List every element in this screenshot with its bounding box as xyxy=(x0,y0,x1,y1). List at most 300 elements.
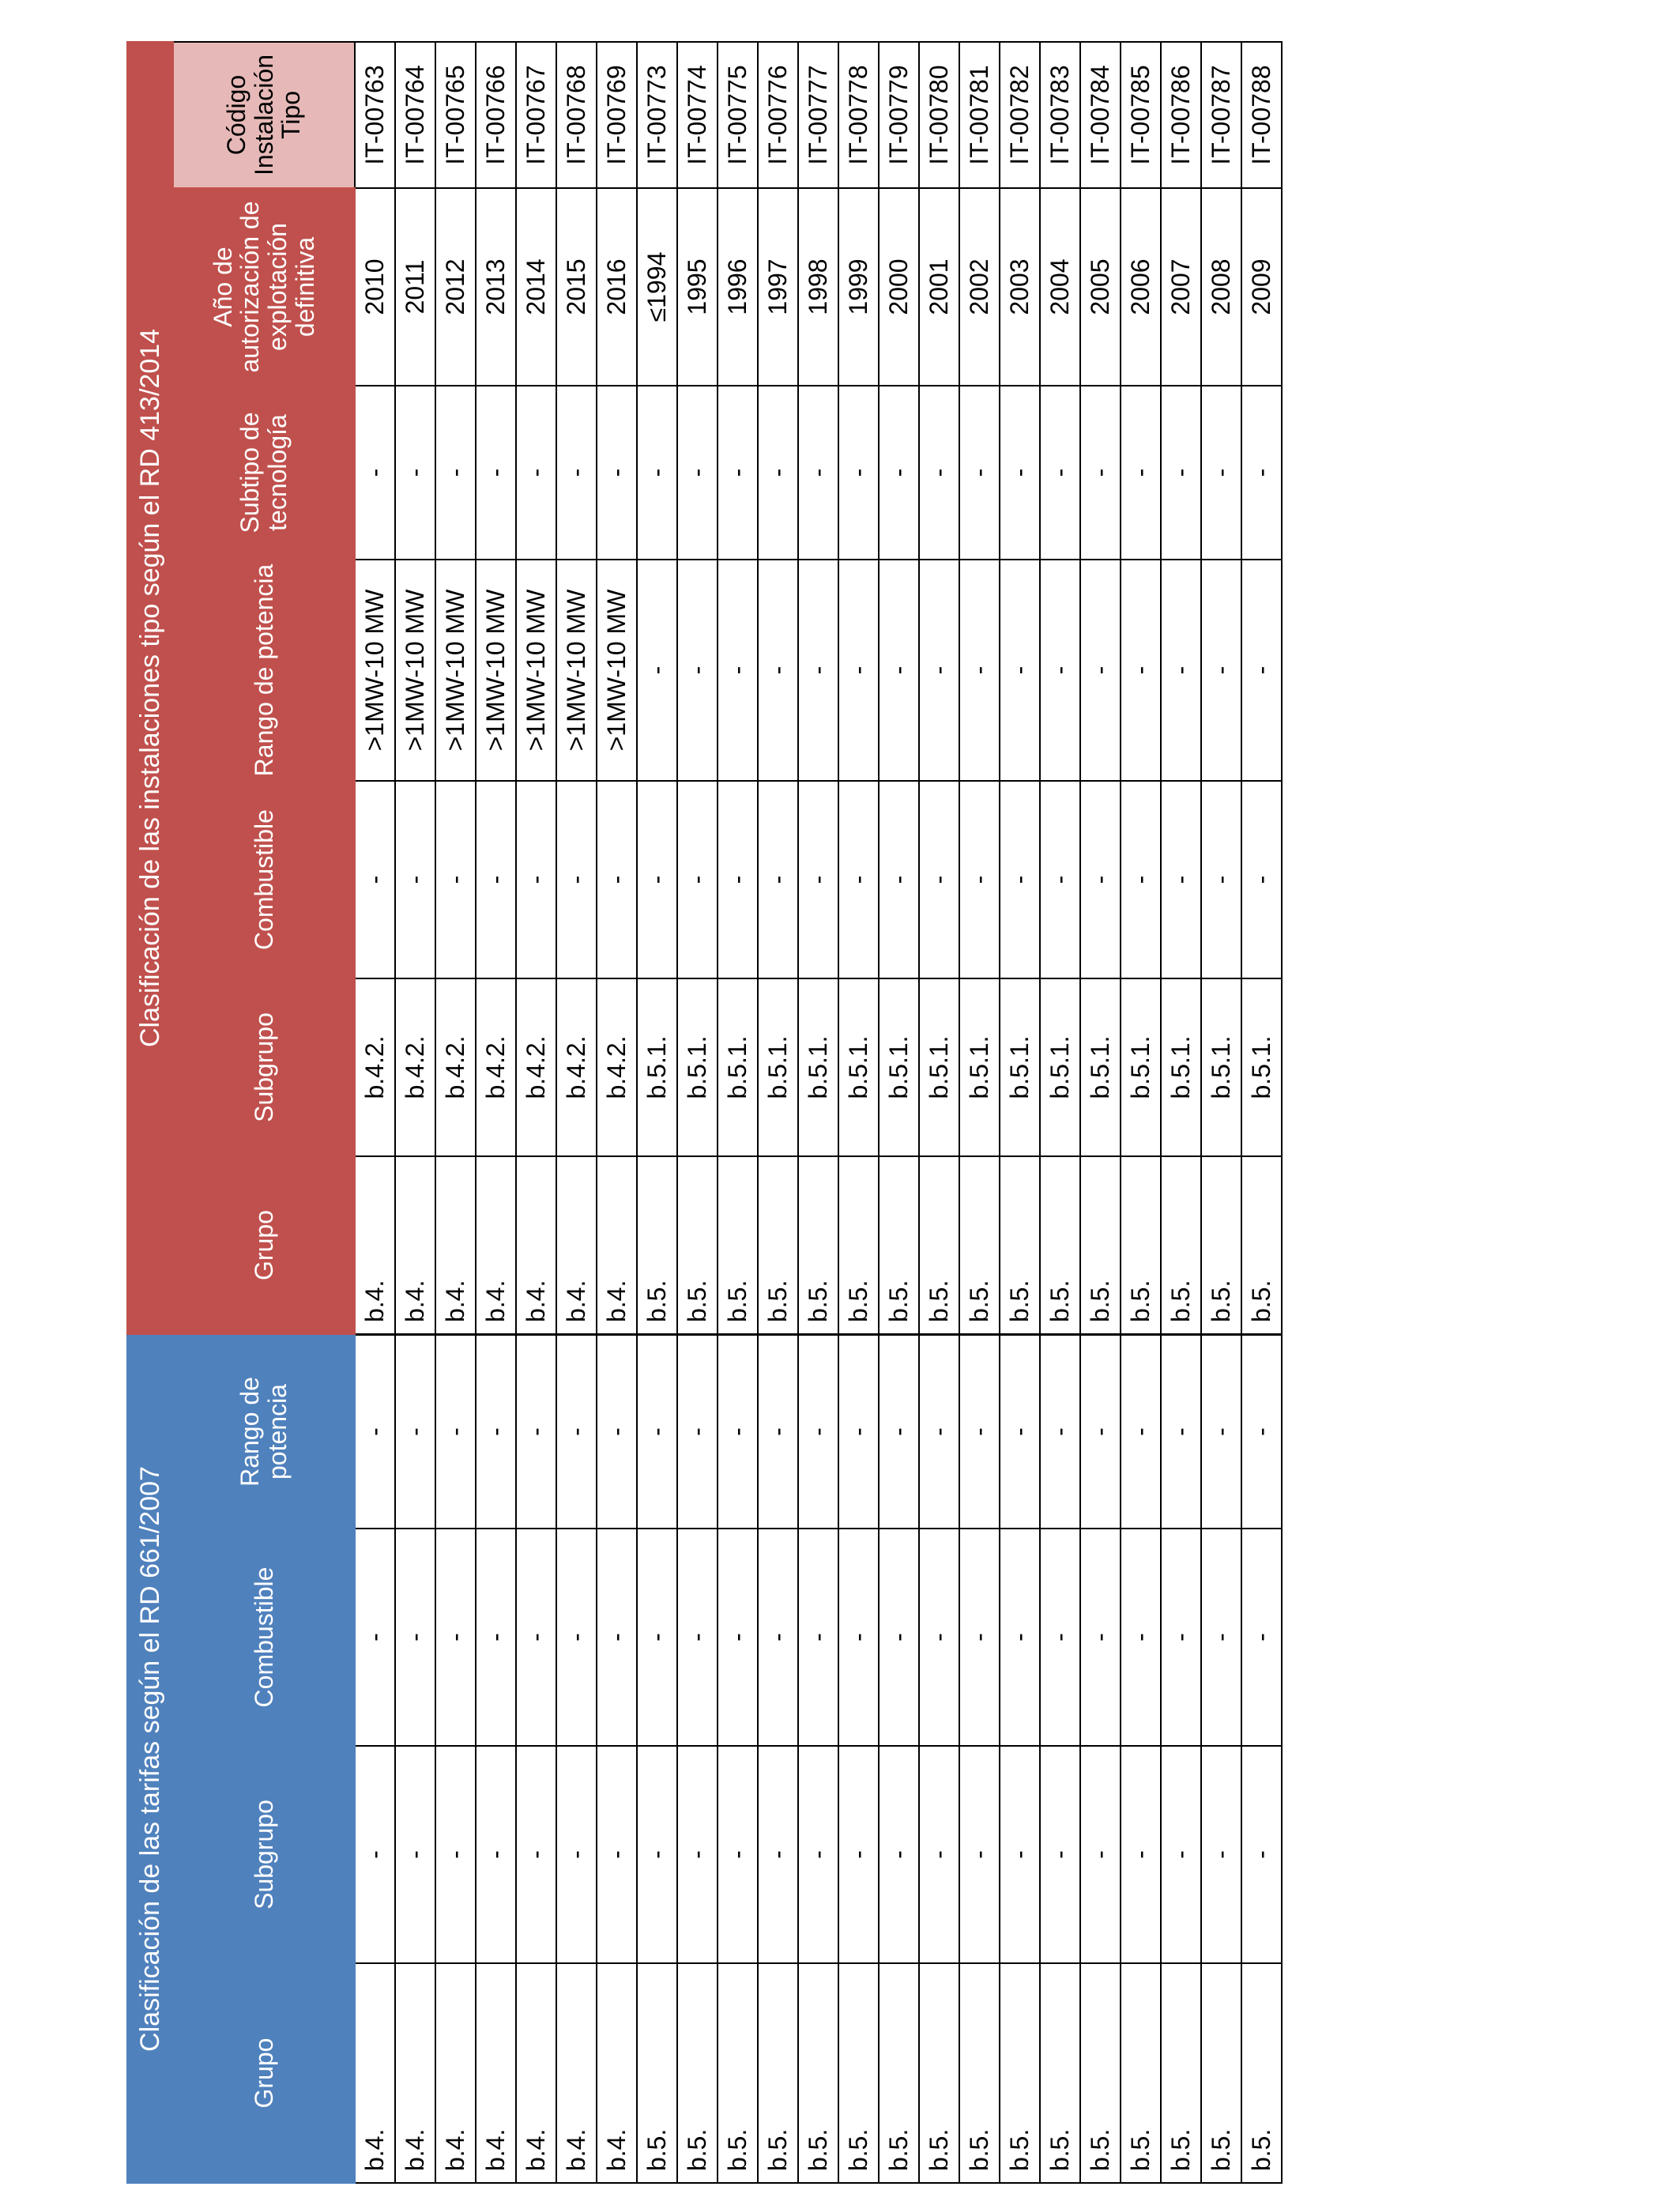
cell-rango-potencia: >1MW-10 MW xyxy=(435,560,476,781)
cell-subgrupo: b.5.1. xyxy=(637,978,677,1156)
cell-subgrupo: b.4.2. xyxy=(476,978,516,1156)
cell-codigo-instalacion: IT-00781 xyxy=(959,42,1000,188)
cell-combustible: - xyxy=(919,1529,959,1746)
cell-subtipo-tecnologia: - xyxy=(758,386,798,560)
cell-grupo: b.5. xyxy=(677,1963,718,2183)
cell-grupo: b.4. xyxy=(435,1156,476,1334)
cell-grupo: b.5. xyxy=(1080,1156,1121,1334)
cell-ano-autorizacion: 2009 xyxy=(1241,188,1282,386)
cell-rango-potencia: - xyxy=(758,560,798,781)
cell-grupo: b.5. xyxy=(798,1156,838,1334)
cell-codigo-instalacion: IT-00773 xyxy=(637,42,677,188)
table-row xyxy=(1161,42,1201,1334)
cell-subtipo-tecnologia: - xyxy=(395,386,435,560)
cell-grupo: b.5. xyxy=(637,1156,677,1334)
cell-codigo-instalacion: IT-00776 xyxy=(758,42,798,188)
cell-grupo: b.5. xyxy=(1000,1156,1040,1334)
cell-rango-potencia: - xyxy=(959,1335,1000,1529)
cell-grupo: b.4. xyxy=(516,1963,556,2183)
cell-grupo: b.5. xyxy=(1241,1156,1282,1334)
cell-ano-autorizacion: 2015 xyxy=(556,188,597,386)
cell-codigo-instalacion: IT-00767 xyxy=(516,42,556,188)
cell-subgrupo: - xyxy=(879,1746,919,1963)
cell-codigo-instalacion: IT-00775 xyxy=(718,42,758,188)
cell-rango-potencia: - xyxy=(879,1335,919,1529)
cell-subtipo-tecnologia: - xyxy=(516,386,556,560)
cell-subtipo-tecnologia: - xyxy=(879,386,919,560)
cell-subtipo-tecnologia: - xyxy=(959,386,1000,560)
left-header-combustible: Combustible xyxy=(173,1529,355,1746)
cell-combustible: - xyxy=(476,1529,516,1746)
cell-rango-potencia: - xyxy=(919,560,959,781)
table-row xyxy=(1000,42,1040,1334)
table-row xyxy=(355,42,395,1334)
cell-grupo: b.4. xyxy=(476,1156,516,1334)
cell-rango-potencia: - xyxy=(556,1335,597,1529)
right-table-body xyxy=(355,42,1282,1334)
cell-combustible: - xyxy=(1241,781,1282,978)
cell-rango-potencia: >1MW-10 MW xyxy=(476,560,516,781)
cell-combustible: - xyxy=(637,781,677,978)
left-header-rango-potencia: Rango de potencia xyxy=(173,1335,355,1529)
cell-combustible: - xyxy=(1121,1529,1161,1746)
cell-grupo: b.5. xyxy=(1121,1156,1161,1334)
cell-subgrupo: b.4.2. xyxy=(597,978,637,1156)
cell-ano-autorizacion: 2004 xyxy=(1040,188,1080,386)
cell-rango-potencia: - xyxy=(718,1335,758,1529)
cell-rango-potencia: - xyxy=(1121,560,1161,781)
cell-grupo: b.5. xyxy=(1161,1963,1201,2183)
cell-combustible: - xyxy=(1161,781,1201,978)
cell-ano-autorizacion: 2003 xyxy=(1000,188,1040,386)
cell-rango-potencia: - xyxy=(838,1335,879,1529)
cell-combustible: - xyxy=(1040,1529,1080,1746)
table-row xyxy=(435,1335,476,2183)
cell-combustible: - xyxy=(1201,1529,1241,1746)
cell-grupo: b.5. xyxy=(919,1156,959,1334)
table-row xyxy=(1241,42,1282,1334)
table-row xyxy=(758,1335,798,2183)
cell-grupo: b.5. xyxy=(758,1156,798,1334)
cell-grupo: b.5. xyxy=(677,1156,718,1334)
cell-codigo-instalacion: IT-00784 xyxy=(1080,42,1121,188)
cell-rango-potencia: - xyxy=(1000,1335,1040,1529)
cell-subgrupo: - xyxy=(677,1746,718,1963)
cell-combustible: - xyxy=(758,1529,798,1746)
cell-ano-autorizacion: 2002 xyxy=(959,188,1000,386)
cell-combustible: - xyxy=(798,1529,838,1746)
cell-subgrupo: b.5.1. xyxy=(1161,978,1201,1156)
table-row xyxy=(919,42,959,1334)
cell-combustible: - xyxy=(838,1529,879,1746)
cell-subgrupo: b.5.1. xyxy=(879,978,919,1156)
table-row xyxy=(1121,42,1161,1334)
table-row xyxy=(476,1335,516,2183)
table-row xyxy=(838,42,879,1334)
cell-rango-potencia: - xyxy=(1080,560,1121,781)
cell-combustible: - xyxy=(798,781,838,978)
cell-combustible: - xyxy=(435,781,476,978)
cell-ano-autorizacion: ≤1994 xyxy=(637,188,677,386)
cell-combustible: - xyxy=(1201,781,1241,978)
table-row xyxy=(476,42,516,1334)
cell-rango-potencia: - xyxy=(798,560,838,781)
cell-rango-potencia: - xyxy=(1161,560,1201,781)
cell-subgrupo: b.5.1. xyxy=(798,978,838,1156)
rotated-page xyxy=(126,43,1282,2184)
right-header-grupo: Grupo xyxy=(173,1156,355,1334)
cell-combustible: - xyxy=(355,1529,395,1746)
cell-grupo: b.5. xyxy=(919,1963,959,2183)
cell-grupo: b.4. xyxy=(556,1156,597,1334)
cell-ano-autorizacion: 1998 xyxy=(798,188,838,386)
cell-subgrupo: b.5.1. xyxy=(718,978,758,1156)
right-header-codigo-instalacion: Código Instalación Tipo xyxy=(173,42,355,188)
cell-combustible: - xyxy=(597,781,637,978)
cell-combustible: - xyxy=(1080,781,1121,978)
cell-combustible: - xyxy=(1080,1529,1121,1746)
table-row xyxy=(758,42,798,1334)
cell-combustible: - xyxy=(1000,1529,1040,1746)
cell-subtipo-tecnologia: - xyxy=(637,386,677,560)
cell-subtipo-tecnologia: - xyxy=(1121,386,1161,560)
cell-subgrupo: - xyxy=(476,1746,516,1963)
cell-grupo: b.5. xyxy=(838,1963,879,2183)
cell-codigo-instalacion: IT-00780 xyxy=(919,42,959,188)
left-header-subgrupo: Subgrupo xyxy=(173,1746,355,1963)
cell-subtipo-tecnologia: - xyxy=(597,386,637,560)
table-row xyxy=(1000,1335,1040,2183)
cell-subtipo-tecnologia: - xyxy=(919,386,959,560)
table-row xyxy=(516,1335,556,2183)
cell-grupo: b.4. xyxy=(476,1963,516,2183)
cell-codigo-instalacion: IT-00774 xyxy=(677,42,718,188)
table-row xyxy=(597,42,637,1334)
cell-combustible: - xyxy=(1040,781,1080,978)
cell-combustible: - xyxy=(556,781,597,978)
table-row xyxy=(718,1335,758,2183)
cell-combustible: - xyxy=(919,781,959,978)
right-header-rango-potencia: Rango de potencia xyxy=(173,560,355,781)
cell-combustible: - xyxy=(677,781,718,978)
cell-subgrupo: - xyxy=(1040,1746,1080,1963)
cell-grupo: b.4. xyxy=(355,1963,395,2183)
cell-grupo: b.5. xyxy=(1080,1963,1121,2183)
cell-combustible: - xyxy=(637,1529,677,1746)
cell-ano-autorizacion: 1996 xyxy=(718,188,758,386)
cell-subtipo-tecnologia: - xyxy=(677,386,718,560)
cell-subgrupo: - xyxy=(1201,1746,1241,1963)
cell-grupo: b.5. xyxy=(637,1963,677,2183)
table-row xyxy=(959,42,1000,1334)
cell-subtipo-tecnologia: - xyxy=(355,386,395,560)
cell-rango-potencia: - xyxy=(1080,1335,1121,1529)
cell-codigo-instalacion: IT-00779 xyxy=(879,42,919,188)
installation-table-rd-413-2014 xyxy=(126,41,1283,1335)
table-row xyxy=(798,42,838,1334)
cell-combustible: - xyxy=(718,1529,758,1746)
cell-combustible: - xyxy=(959,1529,1000,1746)
cell-subgrupo: - xyxy=(919,1746,959,1963)
cell-subgrupo: - xyxy=(597,1746,637,1963)
cell-subtipo-tecnologia: - xyxy=(556,386,597,560)
cell-codigo-instalacion: IT-00787 xyxy=(1201,42,1241,188)
cell-grupo: b.5. xyxy=(718,1156,758,1334)
cell-grupo: b.5. xyxy=(1040,1963,1080,2183)
cell-grupo: b.5. xyxy=(959,1963,1000,2183)
table-row xyxy=(395,1335,435,2183)
cell-subgrupo: b.5.1. xyxy=(959,978,1000,1156)
cell-codigo-instalacion: IT-00769 xyxy=(597,42,637,188)
cell-rango-potencia: - xyxy=(1161,1335,1201,1529)
cell-rango-potencia: - xyxy=(355,1335,395,1529)
cell-grupo: b.4. xyxy=(435,1963,476,2183)
cell-subgrupo: b.5.1. xyxy=(1201,978,1241,1156)
cell-subtipo-tecnologia: - xyxy=(798,386,838,560)
cell-subtipo-tecnologia: - xyxy=(1161,386,1201,560)
cell-codigo-instalacion: IT-00763 xyxy=(355,42,395,188)
cell-subgrupo: b.5.1. xyxy=(919,978,959,1156)
cell-combustible: - xyxy=(476,781,516,978)
cell-subgrupo: b.5.1. xyxy=(1121,978,1161,1156)
cell-grupo: b.4. xyxy=(597,1156,637,1334)
cell-combustible: - xyxy=(718,781,758,978)
cell-rango-potencia: - xyxy=(758,1335,798,1529)
table-row xyxy=(1121,1335,1161,2183)
cell-combustible: - xyxy=(516,1529,556,1746)
cell-rango-potencia: - xyxy=(1201,1335,1241,1529)
cell-subgrupo: b.5.1. xyxy=(1000,978,1040,1156)
cell-subtipo-tecnologia: - xyxy=(1080,386,1121,560)
cell-ano-autorizacion: 2016 xyxy=(597,188,637,386)
cell-ano-autorizacion: 1999 xyxy=(838,188,879,386)
cell-subgrupo: - xyxy=(556,1746,597,1963)
cell-combustible: - xyxy=(758,781,798,978)
cell-combustible: - xyxy=(355,781,395,978)
table-row xyxy=(798,1335,838,2183)
tariff-table-rd-661-2007 xyxy=(126,1334,1283,2184)
cell-subgrupo: b.4.2. xyxy=(516,978,556,1156)
cell-rango-potencia: - xyxy=(677,560,718,781)
table-row xyxy=(556,42,597,1334)
table-row xyxy=(355,1335,395,2183)
left-header-grupo: Grupo xyxy=(173,1963,355,2183)
cell-subgrupo: b.5.1. xyxy=(838,978,879,1156)
cell-codigo-instalacion: IT-00768 xyxy=(556,42,597,188)
cell-rango-potencia: - xyxy=(637,560,677,781)
cell-grupo: b.4. xyxy=(355,1156,395,1334)
table-row xyxy=(879,42,919,1334)
cell-codigo-instalacion: IT-00777 xyxy=(798,42,838,188)
cell-rango-potencia: - xyxy=(919,1335,959,1529)
cell-grupo: b.4. xyxy=(395,1963,435,2183)
cell-rango-potencia: - xyxy=(516,1335,556,1529)
cell-combustible: - xyxy=(838,781,879,978)
table-row xyxy=(919,1335,959,2183)
cell-ano-autorizacion: 1997 xyxy=(758,188,798,386)
cell-combustible: - xyxy=(395,781,435,978)
cell-combustible: - xyxy=(395,1529,435,1746)
cell-grupo: b.5. xyxy=(959,1156,1000,1334)
cell-codigo-instalacion: IT-00783 xyxy=(1040,42,1080,188)
cell-combustible: - xyxy=(597,1529,637,1746)
cell-codigo-instalacion: IT-00766 xyxy=(476,42,516,188)
cell-rango-potencia: - xyxy=(637,1335,677,1529)
table-row xyxy=(1080,1335,1121,2183)
cell-ano-autorizacion: 2013 xyxy=(476,188,516,386)
cell-grupo: b.5. xyxy=(798,1963,838,2183)
cell-codigo-instalacion: IT-00786 xyxy=(1161,42,1201,188)
table-row xyxy=(677,42,718,1334)
cell-combustible: - xyxy=(1241,1529,1282,1746)
cell-subgrupo: - xyxy=(758,1746,798,1963)
cell-grupo: b.5. xyxy=(1121,1963,1161,2183)
cell-subtipo-tecnologia: - xyxy=(435,386,476,560)
table-row xyxy=(1241,1335,1282,2183)
cell-grupo: b.5. xyxy=(879,1156,919,1334)
cell-grupo: b.4. xyxy=(597,1963,637,2183)
cell-grupo: b.5. xyxy=(1241,1963,1282,2183)
cell-rango-potencia: >1MW-10 MW xyxy=(355,560,395,781)
cell-ano-autorizacion: 1995 xyxy=(677,188,718,386)
cell-ano-autorizacion: 2006 xyxy=(1121,188,1161,386)
cell-ano-autorizacion: 2001 xyxy=(919,188,959,386)
cell-rango-potencia: - xyxy=(1040,1335,1080,1529)
cell-combustible: - xyxy=(879,781,919,978)
cell-subgrupo: b.4.2. xyxy=(395,978,435,1156)
cell-combustible: - xyxy=(677,1529,718,1746)
right-header-combustible: Combustible xyxy=(173,781,355,978)
cell-ano-autorizacion: 2005 xyxy=(1080,188,1121,386)
cell-subgrupo: - xyxy=(355,1746,395,1963)
cell-subtipo-tecnologia: - xyxy=(476,386,516,560)
cell-grupo: b.4. xyxy=(516,1156,556,1334)
cell-rango-potencia: - xyxy=(476,1335,516,1529)
right-table-title: Clasificación de las instalaciones tipo según el RD 413/2014 xyxy=(127,42,173,1334)
cell-grupo: b.5. xyxy=(718,1963,758,2183)
cell-subgrupo: b.5.1. xyxy=(1080,978,1121,1156)
cell-rango-potencia: - xyxy=(1201,560,1241,781)
cell-subtipo-tecnologia: - xyxy=(1040,386,1080,560)
cell-rango-potencia: - xyxy=(395,1335,435,1529)
cell-rango-potencia: >1MW-10 MW xyxy=(395,560,435,781)
cell-grupo: b.5. xyxy=(1000,1963,1040,2183)
cell-rango-potencia: - xyxy=(1121,1335,1161,1529)
cell-ano-autorizacion: 2011 xyxy=(395,188,435,386)
table-row xyxy=(879,1335,919,2183)
table-row xyxy=(395,42,435,1334)
cell-codigo-instalacion: IT-00782 xyxy=(1000,42,1040,188)
cell-subtipo-tecnologia: - xyxy=(718,386,758,560)
table-row xyxy=(1201,1335,1241,2183)
table-row xyxy=(677,1335,718,2183)
right-header-subgrupo: Subgrupo xyxy=(173,978,355,1156)
cell-ano-autorizacion: 2012 xyxy=(435,188,476,386)
table-row xyxy=(1040,1335,1080,2183)
cell-subgrupo: - xyxy=(959,1746,1000,1963)
cell-ano-autorizacion: 2014 xyxy=(516,188,556,386)
cell-grupo: b.5. xyxy=(1161,1156,1201,1334)
cell-grupo: b.5. xyxy=(758,1963,798,2183)
cell-grupo: b.4. xyxy=(395,1156,435,1334)
cell-subgrupo: - xyxy=(1000,1746,1040,1963)
cell-subgrupo: - xyxy=(1241,1746,1282,1963)
cell-subgrupo: - xyxy=(395,1746,435,1963)
cell-subgrupo: b.5.1. xyxy=(758,978,798,1156)
cell-subgrupo: b.4.2. xyxy=(435,978,476,1156)
table-row xyxy=(718,42,758,1334)
cell-subgrupo: - xyxy=(435,1746,476,1963)
cell-codigo-instalacion: IT-00765 xyxy=(435,42,476,188)
cell-codigo-instalacion: IT-00764 xyxy=(395,42,435,188)
table-row xyxy=(637,42,677,1334)
cell-codigo-instalacion: IT-00785 xyxy=(1121,42,1161,188)
cell-ano-autorizacion: 2007 xyxy=(1161,188,1201,386)
cell-subgrupo: - xyxy=(718,1746,758,1963)
table-row xyxy=(1161,1335,1201,2183)
table-row xyxy=(1201,42,1241,1334)
cell-rango-potencia: - xyxy=(597,1335,637,1529)
table-row xyxy=(516,42,556,1334)
cell-codigo-instalacion: IT-00788 xyxy=(1241,42,1282,188)
cell-rango-potencia: >1MW-10 MW xyxy=(556,560,597,781)
cell-rango-potencia: - xyxy=(435,1335,476,1529)
cell-combustible: - xyxy=(959,781,1000,978)
cell-rango-potencia: - xyxy=(1000,560,1040,781)
left-table-title: Clasificación de las tarifas según el RD 661/2007 xyxy=(127,1335,173,2183)
cell-ano-autorizacion: 2010 xyxy=(355,188,395,386)
cell-subgrupo: - xyxy=(637,1746,677,1963)
table-row xyxy=(1080,42,1121,1334)
cell-subgrupo: b.4.2. xyxy=(556,978,597,1156)
table-row xyxy=(959,1335,1000,2183)
right-header-ano-autorizacion: Año de autorización de explotación definitiva xyxy=(173,188,355,386)
cell-subgrupo: b.4.2. xyxy=(355,978,395,1156)
cell-subgrupo: - xyxy=(516,1746,556,1963)
table-row xyxy=(1040,42,1080,1334)
cell-combustible: - xyxy=(435,1529,476,1746)
table-row xyxy=(597,1335,637,2183)
cell-rango-potencia: >1MW-10 MW xyxy=(516,560,556,781)
cell-subtipo-tecnologia: - xyxy=(1000,386,1040,560)
cell-combustible: - xyxy=(1000,781,1040,978)
cell-rango-potencia: - xyxy=(718,560,758,781)
cell-subgrupo: - xyxy=(1121,1746,1161,1963)
cell-rango-potencia: - xyxy=(879,560,919,781)
cell-subgrupo: - xyxy=(838,1746,879,1963)
cell-rango-potencia: - xyxy=(1241,1335,1282,1529)
cell-rango-potencia: - xyxy=(798,1335,838,1529)
cell-combustible: - xyxy=(879,1529,919,1746)
cell-grupo: b.5. xyxy=(1201,1156,1241,1334)
cell-rango-potencia: - xyxy=(1040,560,1080,781)
cell-codigo-instalacion: IT-00778 xyxy=(838,42,879,188)
cell-combustible: - xyxy=(1161,1529,1201,1746)
cell-subgrupo: b.5.1. xyxy=(1040,978,1080,1156)
cell-subgrupo: - xyxy=(1161,1746,1201,1963)
cell-subtipo-tecnologia: - xyxy=(1201,386,1241,560)
cell-rango-potencia: >1MW-10 MW xyxy=(597,560,637,781)
cell-subgrupo: - xyxy=(1080,1746,1121,1963)
cell-ano-autorizacion: 2000 xyxy=(879,188,919,386)
cell-grupo: b.5. xyxy=(879,1963,919,2183)
cell-subgrupo: - xyxy=(798,1746,838,1963)
table-row xyxy=(435,42,476,1334)
cell-combustible: - xyxy=(1121,781,1161,978)
cell-subtipo-tecnologia: - xyxy=(838,386,879,560)
cell-rango-potencia: - xyxy=(677,1335,718,1529)
table-row xyxy=(556,1335,597,2183)
